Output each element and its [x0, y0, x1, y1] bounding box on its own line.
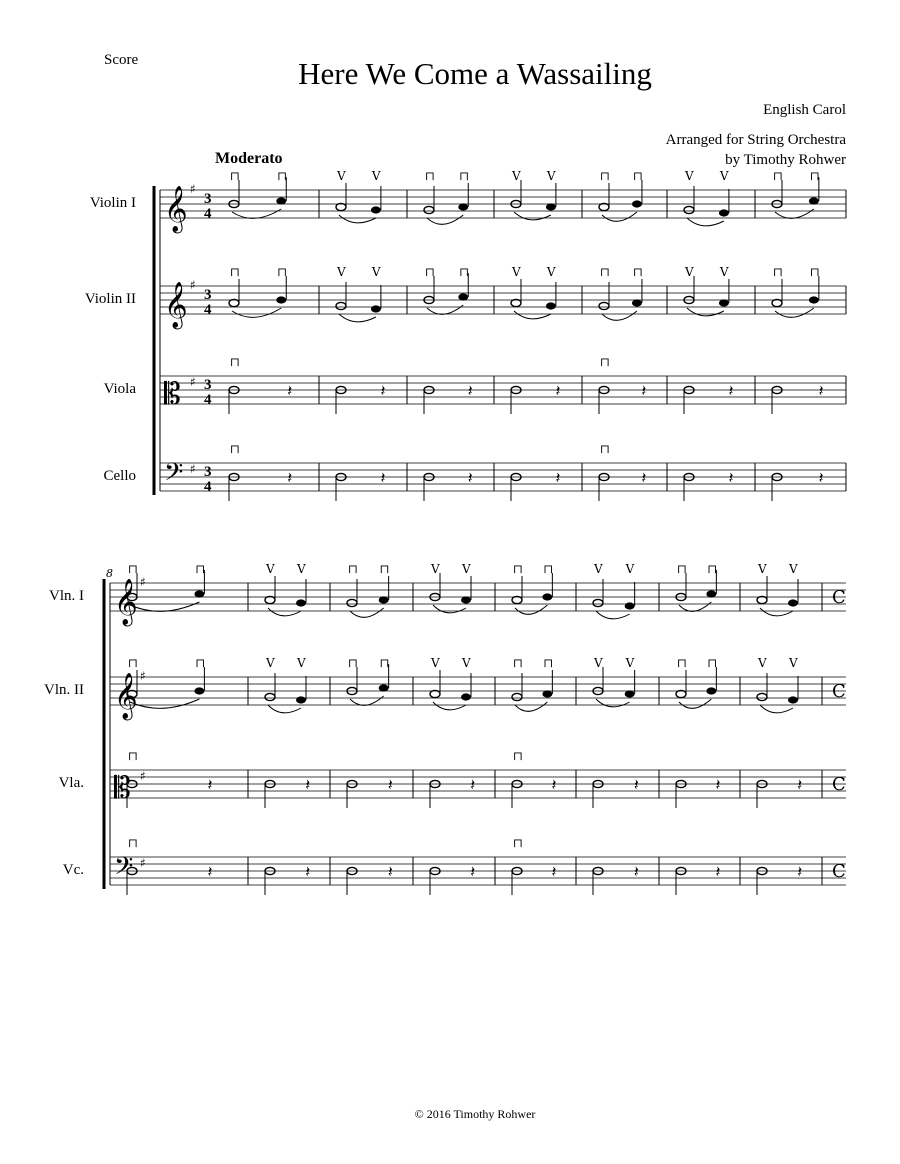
quarter-rest: 𝄽: [715, 862, 721, 881]
bowing-mark: ⊓: [543, 562, 554, 576]
notehead: [546, 203, 556, 210]
slur: [679, 602, 711, 611]
slur: [602, 212, 637, 221]
quarter-rest: 𝄽: [633, 775, 639, 794]
bowing-mark: V: [337, 169, 346, 183]
bowing-mark: ⊓: [632, 265, 644, 279]
alto-clef: 𝄡: [164, 377, 181, 412]
bowing-mark: ⊓: [600, 355, 611, 369]
quarter-rest: 𝄽: [470, 862, 476, 881]
quarter-rest: 𝄽: [551, 862, 557, 881]
bowing-mark: ⊓: [513, 749, 524, 763]
time-signature-top: 3: [204, 191, 212, 207]
quarter-rest: 𝄽: [380, 468, 386, 487]
bowing-mark: ⊓: [513, 836, 524, 850]
bowing-mark: ⊓: [277, 265, 288, 279]
bowing-mark: ⊓: [425, 169, 436, 183]
notehead: [424, 206, 434, 213]
cut-time-signature: C: [832, 861, 846, 882]
bowing-mark: ⊓: [773, 169, 784, 183]
time-signature-bottom: 4: [204, 206, 212, 222]
notehead: [379, 596, 389, 603]
bowing-mark: ⊓: [425, 265, 436, 279]
bowing-mark: ⊓: [632, 169, 644, 183]
instrument-name: Viola: [103, 381, 136, 397]
bowing-mark: V: [371, 169, 381, 183]
slur: [339, 215, 376, 223]
bowing-mark: ⊓: [809, 169, 820, 183]
quarter-rest: 𝄽: [797, 775, 803, 794]
bowing-mark: V: [625, 562, 635, 576]
quarter-rest: 𝄽: [641, 468, 647, 487]
quarter-rest: 𝄽: [305, 775, 311, 794]
slur: [433, 702, 466, 710]
notehead: [336, 302, 346, 309]
slur: [760, 608, 793, 616]
notehead: [347, 599, 357, 606]
notehead: [599, 302, 609, 309]
slur: [433, 605, 466, 613]
notehead: [296, 696, 306, 703]
quarter-rest: 𝄽: [380, 381, 386, 400]
score-label: Score: [104, 52, 139, 68]
notehead: [430, 690, 440, 697]
notehead: [194, 687, 204, 694]
bowing-mark: V: [789, 656, 798, 670]
slur: [596, 611, 630, 619]
bass-clef: 𝄢: [114, 852, 134, 887]
notehead: [511, 299, 521, 306]
notehead: [593, 599, 603, 606]
quarter-rest: 𝄽: [555, 468, 561, 487]
bowing-mark: ⊓: [379, 656, 390, 670]
bowing-mark: ⊓: [348, 656, 359, 670]
quarter-rest: 𝄽: [207, 775, 213, 794]
slur: [602, 311, 637, 320]
bowing-mark: ⊓: [230, 265, 241, 279]
instrument-name: Violin II: [84, 291, 136, 307]
bowing-mark: V: [594, 656, 603, 670]
bowing-mark: ⊓: [773, 265, 784, 279]
time-signature-bottom: 4: [204, 479, 212, 495]
quarter-rest: 𝄽: [207, 862, 213, 881]
arranger-line-1: Arranged for String Orchestra: [665, 132, 846, 148]
notehead: [706, 590, 716, 597]
bowing-mark: V: [685, 169, 694, 183]
bowing-mark: ⊓: [459, 265, 470, 279]
slur: [427, 215, 463, 224]
instrument-name: Cello: [103, 468, 136, 484]
treble-clef: 𝄞: [164, 186, 188, 232]
key-signature-sharp: ♯: [190, 182, 196, 196]
bowing-mark: V: [789, 562, 798, 576]
notehead: [542, 690, 552, 697]
bowing-mark: V: [297, 562, 306, 576]
notehead: [512, 596, 522, 603]
slur: [760, 705, 793, 713]
bowing-mark: ⊓: [600, 169, 611, 183]
treble-clef: 𝄞: [114, 579, 138, 625]
instrument-name: Vla.: [58, 775, 84, 791]
bowing-mark: V: [546, 169, 556, 183]
bowing-mark: ⊓: [195, 656, 206, 670]
bowing-mark: ⊓: [128, 656, 139, 670]
key-signature-sharp: ♯: [140, 669, 146, 683]
alto-clef: 𝄡: [114, 771, 131, 806]
notehead: [229, 299, 239, 306]
slur: [515, 605, 547, 614]
key-signature-sharp: ♯: [140, 856, 146, 870]
page-title: Here We Come a Wassailing: [298, 56, 652, 91]
bowing-mark: ⊓: [543, 656, 554, 670]
notehead: [194, 590, 204, 597]
bowing-mark: V: [546, 265, 556, 279]
bowing-mark: ⊓: [677, 562, 688, 576]
bowing-mark: V: [719, 169, 729, 183]
slur: [596, 699, 630, 707]
quarter-rest: 𝄽: [555, 381, 561, 400]
notehead: [336, 203, 346, 210]
notehead: [719, 209, 729, 216]
slur: [515, 702, 547, 711]
bowing-mark: ⊓: [348, 562, 359, 576]
time-signature-bottom: 4: [204, 302, 212, 318]
quarter-rest: 𝄽: [387, 862, 393, 881]
bowing-mark: V: [371, 265, 381, 279]
quarter-rest: 𝄽: [467, 381, 473, 400]
quarter-rest: 𝄽: [287, 468, 293, 487]
notehead: [757, 693, 767, 700]
instrument-name: Vln. II: [44, 682, 84, 698]
notehead: [599, 203, 609, 210]
notehead: [542, 593, 552, 600]
bowing-mark: ⊓: [379, 562, 390, 576]
key-signature-sharp: ♯: [140, 575, 146, 589]
bowing-mark: ⊓: [230, 442, 241, 456]
bowing-mark: V: [758, 562, 767, 576]
bowing-mark: ⊓: [513, 562, 524, 576]
bowing-mark: V: [297, 656, 306, 670]
slur: [687, 218, 724, 226]
slur: [350, 608, 384, 617]
bowing-mark: V: [625, 656, 635, 670]
notehead: [676, 690, 686, 697]
tempo-marking: Moderato: [215, 150, 283, 167]
cut-time-signature: C: [832, 587, 846, 608]
notehead: [371, 206, 381, 213]
cut-time-signature: C: [832, 774, 846, 795]
time-signature-top: 3: [204, 464, 212, 480]
notehead: [684, 206, 694, 213]
composer: English Carol: [763, 102, 846, 118]
bowing-mark: V: [266, 562, 275, 576]
bowing-mark: ⊓: [128, 836, 139, 850]
instrument-name: Vc.: [62, 862, 84, 878]
notehead: [371, 305, 381, 312]
quarter-rest: 𝄽: [551, 775, 557, 794]
bowing-mark: V: [431, 562, 440, 576]
notehead: [625, 690, 635, 697]
slur: [268, 608, 301, 616]
slur: [514, 311, 551, 319]
notehead: [276, 197, 286, 204]
bowing-mark: V: [266, 656, 275, 670]
bowing-mark: ⊓: [600, 442, 611, 456]
key-signature-sharp: ♯: [190, 278, 196, 292]
bowing-mark: ⊓: [809, 265, 820, 279]
notehead: [458, 203, 468, 210]
treble-clef: 𝄞: [114, 673, 138, 719]
quarter-rest: 𝄽: [728, 468, 734, 487]
notehead: [265, 596, 275, 603]
bowing-mark: ⊓: [277, 169, 288, 183]
slur: [232, 209, 281, 218]
slur: [775, 209, 814, 218]
quarter-rest: 𝄽: [818, 468, 824, 487]
bowing-mark: ⊓: [128, 562, 139, 576]
cut-time-signature: C: [832, 681, 846, 702]
slur: [130, 699, 199, 708]
slur: [775, 308, 814, 317]
quarter-rest: 𝄽: [728, 381, 734, 400]
slur: [232, 308, 281, 317]
arranger-line-2: by Timothy Rohwer: [725, 152, 846, 168]
slur: [350, 696, 384, 705]
copyright: © 2016 Timothy Rohwer: [414, 1107, 536, 1121]
notehead: [512, 693, 522, 700]
slur: [679, 699, 711, 708]
notehead: [772, 299, 782, 306]
bowing-mark: ⊓: [459, 169, 470, 183]
notehead: [788, 599, 798, 606]
notehead: [458, 293, 468, 300]
quarter-rest: 𝄽: [287, 381, 293, 400]
slur: [514, 212, 551, 220]
notehead: [788, 696, 798, 703]
bowing-mark: V: [431, 656, 440, 670]
slur: [339, 314, 376, 322]
bass-clef: 𝄢: [164, 458, 184, 493]
time-signature-top: 3: [204, 377, 212, 393]
time-signature-top: 3: [204, 287, 212, 303]
key-signature-sharp: ♯: [190, 462, 196, 476]
bowing-mark: ⊓: [677, 656, 688, 670]
notehead: [632, 299, 642, 306]
notehead: [379, 684, 389, 691]
time-signature-bottom: 4: [204, 392, 212, 408]
notehead: [632, 200, 642, 207]
bowing-mark: V: [512, 169, 521, 183]
bowing-mark: ⊓: [707, 656, 718, 670]
slur: [130, 602, 199, 611]
quarter-rest: 𝄽: [715, 775, 721, 794]
bowing-mark: ⊓: [600, 265, 611, 279]
bowing-mark: ⊓: [195, 562, 206, 576]
notehead: [706, 687, 716, 694]
bowing-mark: V: [594, 562, 603, 576]
measure-number: 8: [106, 567, 113, 580]
bowing-mark: ⊓: [128, 749, 139, 763]
quarter-rest: 𝄽: [467, 468, 473, 487]
quarter-rest: 𝄽: [641, 381, 647, 400]
slur: [268, 705, 301, 713]
treble-clef: 𝄞: [164, 282, 188, 328]
notehead: [546, 302, 556, 309]
slur: [427, 305, 463, 314]
notehead: [809, 197, 819, 204]
notehead: [625, 602, 635, 609]
bowing-mark: V: [512, 265, 521, 279]
instrument-name: Violin I: [89, 195, 136, 211]
notehead: [757, 596, 767, 603]
quarter-rest: 𝄽: [305, 862, 311, 881]
bowing-mark: V: [337, 265, 346, 279]
quarter-rest: 𝄽: [797, 862, 803, 881]
bowing-mark: ⊓: [230, 355, 241, 369]
quarter-rest: 𝄽: [633, 862, 639, 881]
bowing-mark: V: [758, 656, 767, 670]
bowing-mark: ⊓: [230, 169, 241, 183]
notehead: [296, 599, 306, 606]
notehead: [461, 596, 471, 603]
quarter-rest: 𝄽: [470, 775, 476, 794]
quarter-rest: 𝄽: [818, 381, 824, 400]
notehead: [809, 296, 819, 303]
bowing-mark: V: [462, 656, 471, 670]
notehead: [276, 296, 286, 303]
quarter-rest: 𝄽: [387, 775, 393, 794]
key-signature-sharp: ♯: [140, 769, 146, 783]
notehead: [719, 299, 729, 306]
bowing-mark: V: [462, 562, 471, 576]
bowing-mark: ⊓: [513, 656, 524, 670]
bowing-mark: V: [685, 265, 694, 279]
instrument-name: Vln. I: [49, 588, 84, 604]
bowing-mark: V: [719, 265, 729, 279]
notehead: [265, 693, 275, 700]
bowing-mark: ⊓: [707, 562, 718, 576]
notehead: [461, 693, 471, 700]
slur: [687, 308, 724, 316]
key-signature-sharp: ♯: [190, 375, 196, 389]
